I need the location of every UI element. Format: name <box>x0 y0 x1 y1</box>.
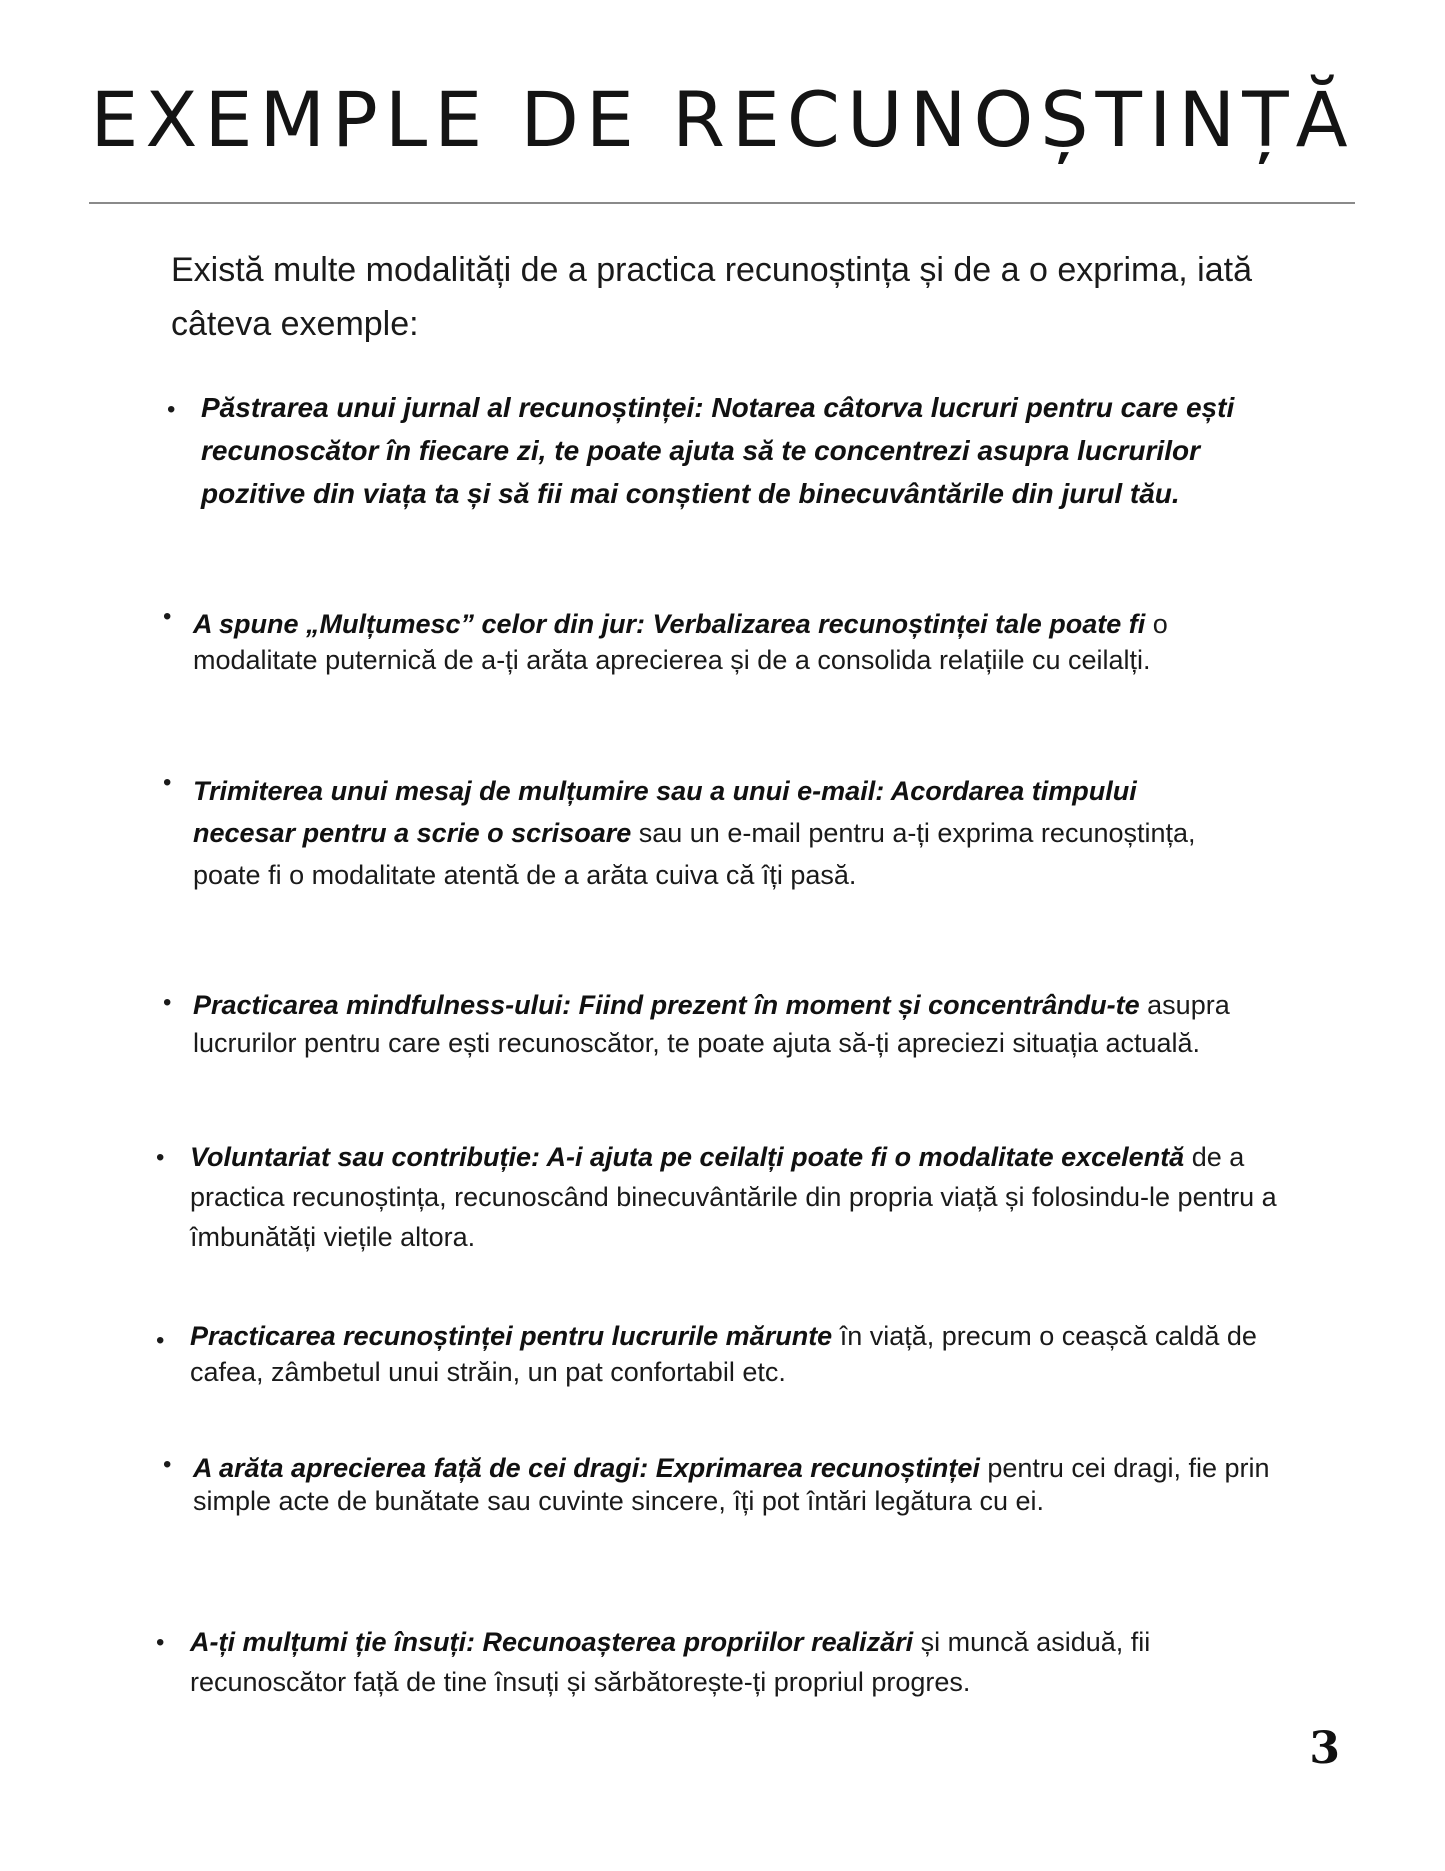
list-item-lead: Păstrarea unui jurnal al recunoștinței: Notarea câtorva lucruri pentru care ești recunoscător în fiecare zi, te poate ajuta să te concentrezi asupra lucrurilor pozitive din viața ta și să fii mai conștient de binecuvântările din jurul tău. <box>201 392 1235 509</box>
list-item-lead: A arăta aprecierea față de cei dragi: Exprimarea recunoștinței <box>193 1453 980 1483</box>
list-item-text: sau un e-mail pentru a-ți exprima recunoștința, poate fi o modalitate atentă de a arăta cuiva că îți pasă. <box>193 818 1196 890</box>
list-item-lead: A spune „Mulțumesc” celor din jur: Verbalizarea recunoștinței tale poate fi <box>193 609 1146 639</box>
bullet-icon: • <box>163 769 172 796</box>
bullet-icon: • <box>163 989 172 1016</box>
list-item-lead: Practicarea recunoștinței pentru lucrurile mărunte <box>190 1321 833 1351</box>
bullet-icon: • <box>163 603 172 630</box>
list-item-text: pentru cei dragi, fie prin simple acte de bunătate sau cuvinte sincere, îți pot întări legătura cu ei. <box>193 1453 1270 1516</box>
list-item <box>167 386 1261 515</box>
list-item-lead: Voluntariat sau contribuție: A-i ajuta pe ceilalți poate fi o modalitate excelentă <box>190 1142 1185 1172</box>
bullet-icon: • <box>156 1144 165 1171</box>
list-item <box>163 1451 1273 1518</box>
page-title: EXEMPLE DE RECUNOȘTINȚĂ <box>90 75 1355 164</box>
list-item <box>156 1318 1290 1390</box>
list-item-text: o modalitate puternică de a-ți arăta aprecierea și de a consolida relațiile cu ceilalți. <box>193 609 1168 675</box>
list-item <box>163 769 1243 896</box>
list-item-lead: A-ți mulțumi ție însuți: Recunoașterea propriilor realizări <box>190 1627 914 1657</box>
bullet-icon: • <box>156 1629 165 1656</box>
intro-paragraph: Există multe modalități de a practica recunoștința și de a o exprima, iată câteva exemple: <box>171 251 1252 343</box>
list-item-text: și muncă asiduă, fii recunoscător față de tine însuți și sărbătorește-ți propriul progres. <box>190 1627 1151 1697</box>
list-item <box>156 1622 1310 1702</box>
list-item-text: de a practica recunoștința, recunoscând binecuvântările din propria viață și folosindu-le pentru a îmbunătăți viețile altora. <box>190 1142 1277 1252</box>
title-divider <box>89 202 1355 204</box>
page-number: 3 <box>1309 1723 1340 1774</box>
bullet-icon: • <box>163 1451 172 1478</box>
list-item-lead: Practicarea mindfulness-ului: Fiind prezent în moment și concentrându-te <box>193 990 1140 1020</box>
list-item <box>163 603 1293 678</box>
list-item-lead: Trimiterea unui mesaj de mulțumire sau a unui e-mail: Acordarea timpului necesar pentru a scrie o scrisoare <box>193 776 1137 848</box>
list-item-text: asupra lucrurilor pentru care ești recunoscător, te poate ajuta să-ți apreciezi situația actuală. <box>193 990 1230 1058</box>
bullet-icon: • <box>156 1327 165 1354</box>
bullet-icon: • <box>167 396 176 423</box>
list-item <box>156 1137 1290 1257</box>
list-item <box>163 986 1293 1062</box>
list-item-text: în viață, precum o ceașcă caldă de cafea, zâmbetul unui străin, un pat confortabil etc. <box>190 1321 1257 1387</box>
